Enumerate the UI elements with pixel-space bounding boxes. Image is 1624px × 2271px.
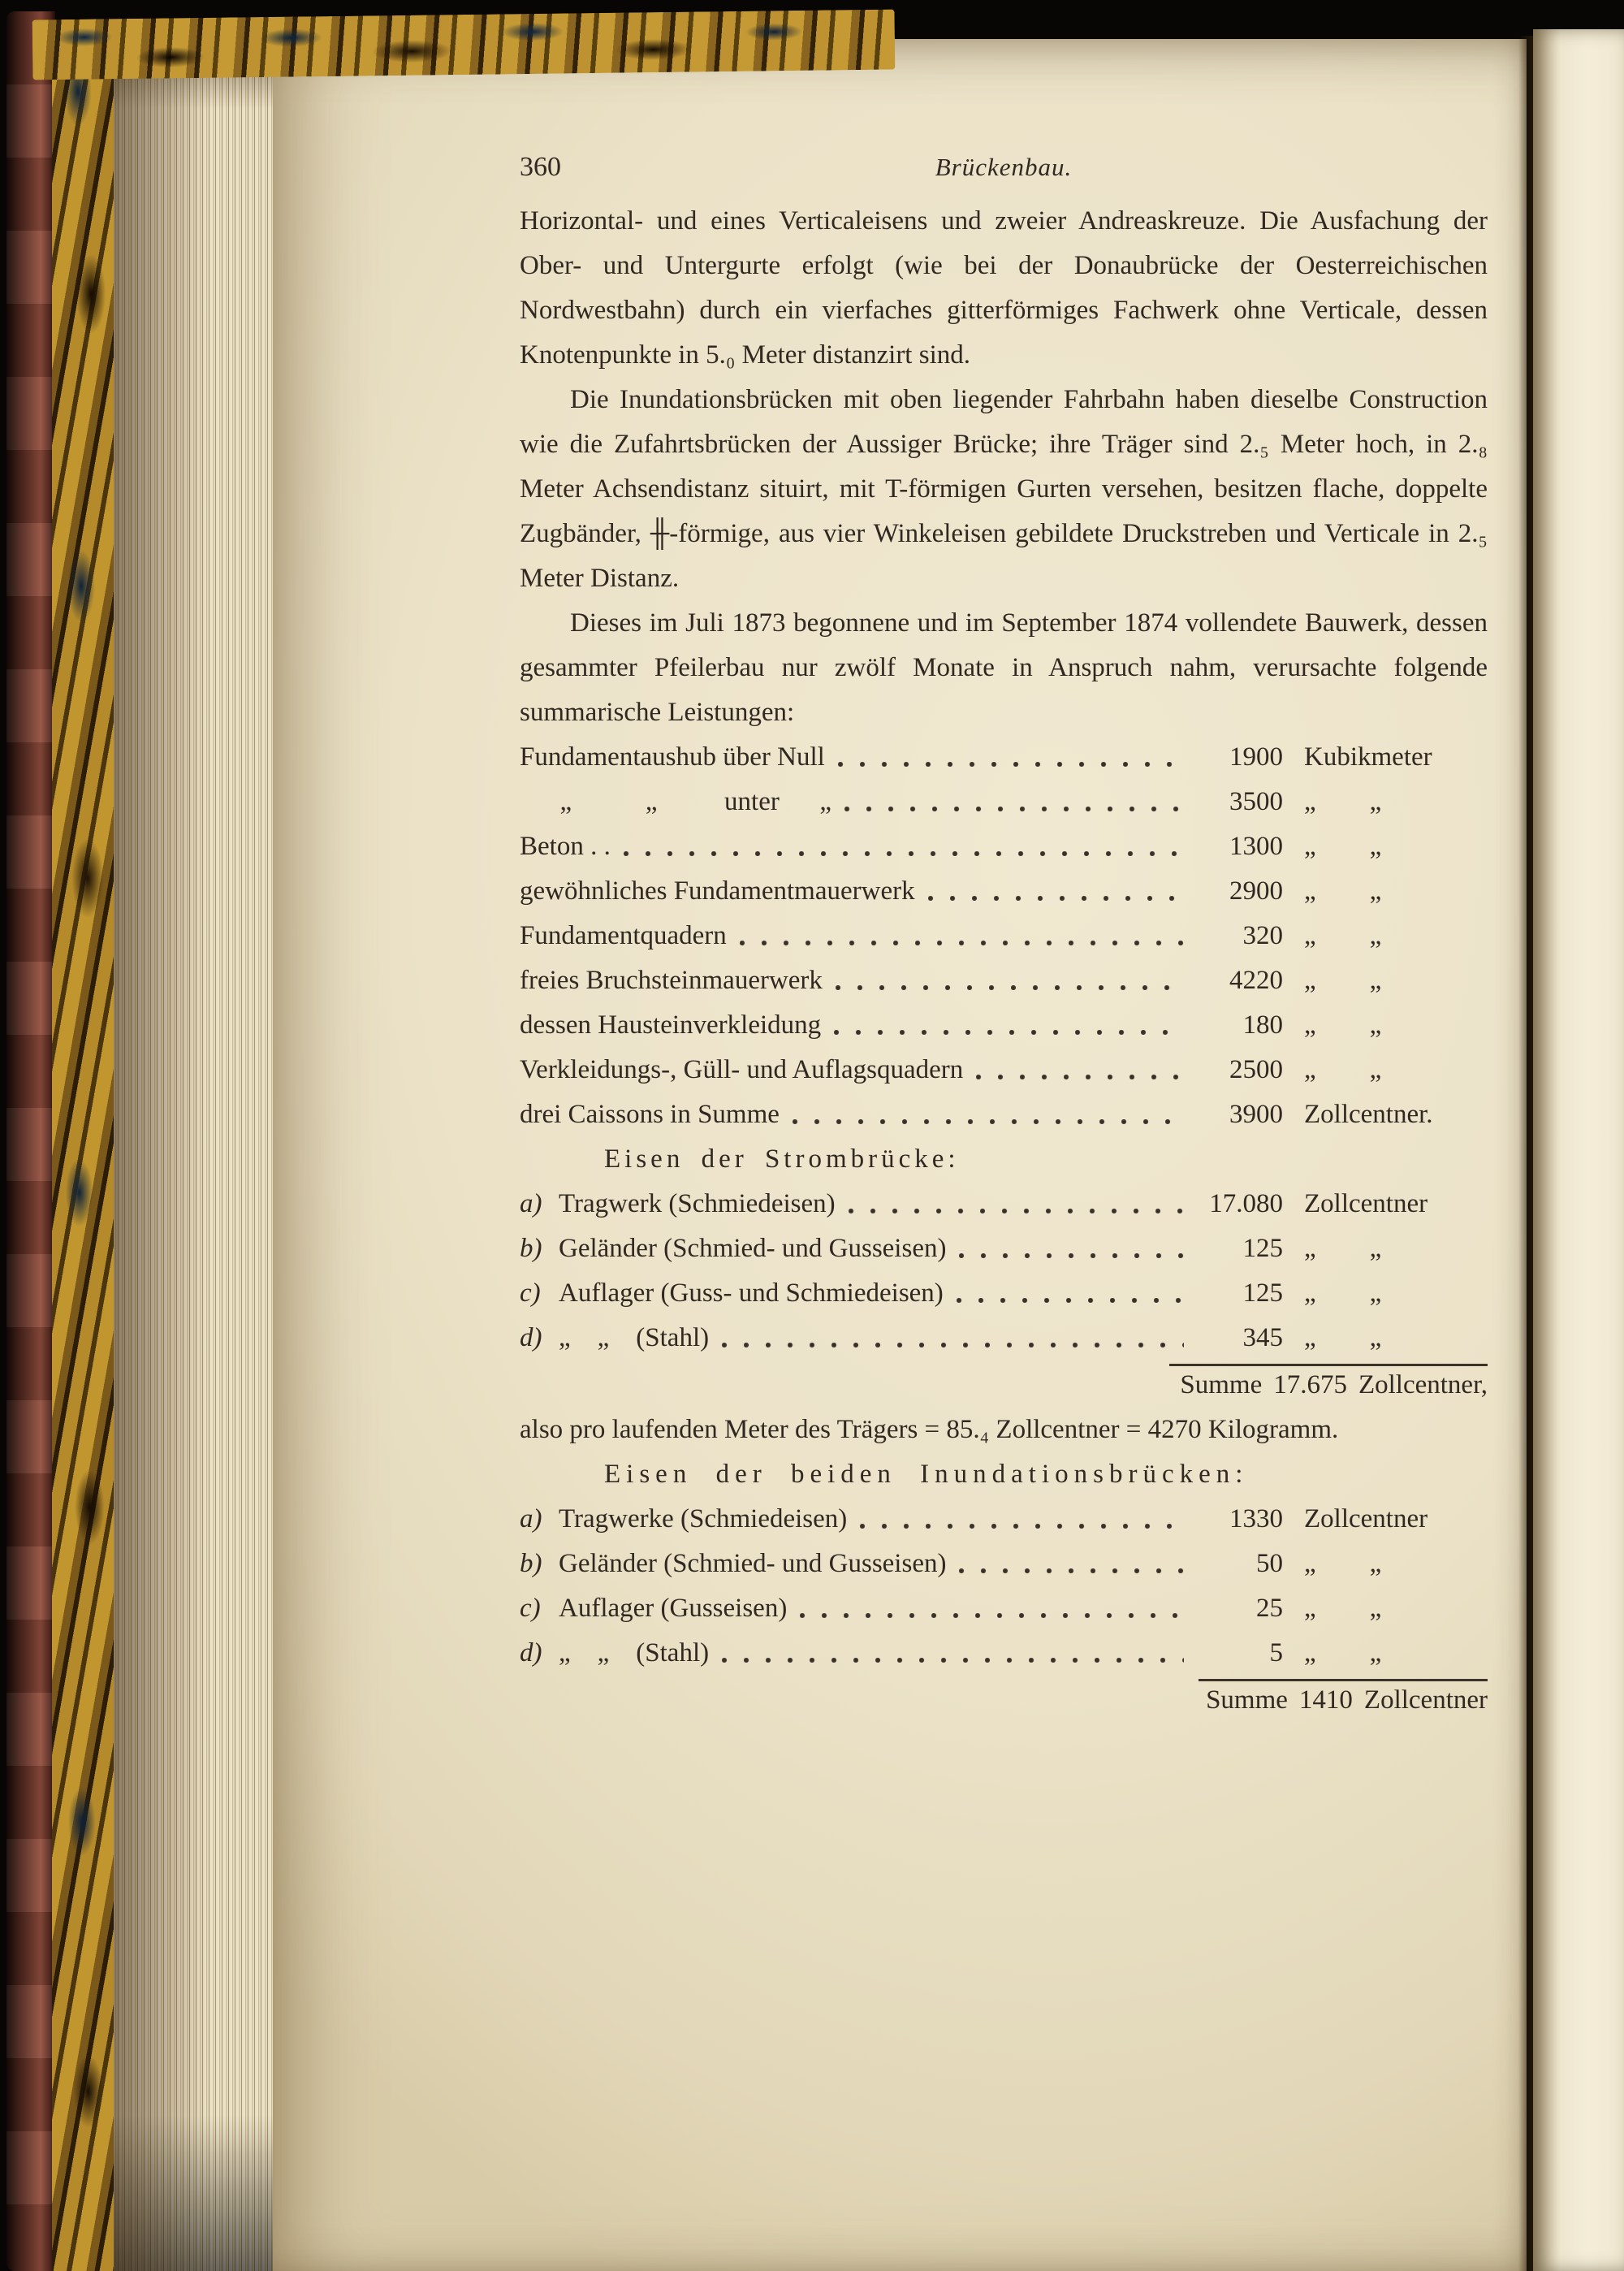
row-unit: Kubikmeter xyxy=(1304,742,1432,772)
row-label: Auflager (Gusseisen) xyxy=(559,1594,788,1623)
dot-leader xyxy=(949,1542,1184,1586)
row-letter: a) xyxy=(520,1504,542,1533)
row-unit: „ „ xyxy=(1304,1549,1382,1578)
marbled-fore-edge xyxy=(52,24,117,2271)
row-unit: „ „ xyxy=(1304,876,1382,906)
row-value: 125 xyxy=(1242,1278,1283,1308)
dot-leader xyxy=(790,1586,1184,1631)
dot-leader xyxy=(826,958,1184,1003)
body-paragraph-3: Dieses im Juli 1873 begonnene und im September 1874 vollendete Bauwerk, dessen gesammter Pfeilerbau nur zwölf Monate in Anspruch nahm, verursachte folgende summarische Leistungen: xyxy=(520,608,1488,727)
row-label: Tragwerk (Schmiedeisen) xyxy=(559,1189,836,1218)
row-letter: c) xyxy=(520,1278,541,1308)
dot-leader xyxy=(730,914,1184,958)
iron-row xyxy=(520,1586,1488,1631)
quantity-row xyxy=(520,824,1488,869)
dot-leader xyxy=(614,824,1184,869)
row-letter: d) xyxy=(520,1323,542,1352)
marbled-top-edge xyxy=(32,10,896,80)
row-unit: „ „ xyxy=(1304,1638,1382,1668)
iron-row xyxy=(520,1271,1488,1316)
row-label: dessen Hausteinverkleidung xyxy=(520,1010,822,1040)
row-value: 180 xyxy=(1242,1010,1283,1040)
row-unit: „ „ xyxy=(1304,1594,1382,1623)
sum-label: Summe xyxy=(1206,1685,1288,1715)
dot-leader xyxy=(712,1316,1184,1360)
row-label: Fundamentquadern xyxy=(520,921,727,950)
dot-leader xyxy=(949,1226,1184,1271)
row-unit: Zollcentner. xyxy=(1304,1100,1433,1129)
row-unit: „ „ xyxy=(1304,1234,1382,1263)
gutter-shadow xyxy=(1518,36,1535,2271)
per-meter-note: also pro laufenden Meter des Trägers = 85.₄ Zollcentner = 4270 Kilogramm. xyxy=(520,1415,1339,1444)
sum-unit: Zollcentner, xyxy=(1358,1370,1488,1399)
dot-leader xyxy=(850,1497,1184,1542)
row-value: 125 xyxy=(1242,1234,1283,1263)
row-value: 2900 xyxy=(1229,876,1283,906)
row-label: „ „ (Stahl) xyxy=(559,1323,710,1352)
row-value: 1300 xyxy=(1229,832,1283,861)
row-label: gewöhnliches Fundamentmauerwerk xyxy=(520,876,915,906)
quantity-row xyxy=(520,1092,1488,1137)
row-unit: Zollcentner xyxy=(1304,1504,1428,1533)
row-value: 4220 xyxy=(1229,966,1283,995)
row-label: Beton . . xyxy=(520,832,611,861)
row-value: 345 xyxy=(1242,1323,1283,1352)
row-value: 320 xyxy=(1242,921,1283,950)
iron-row xyxy=(520,1631,1488,1676)
dot-leader xyxy=(824,1003,1184,1048)
sum-label: Summe xyxy=(1180,1370,1263,1399)
quantity-row xyxy=(520,869,1488,914)
sum-unit: Zollcentner xyxy=(1363,1685,1488,1715)
row-unit: „ „ xyxy=(1304,832,1382,861)
dot-leader xyxy=(783,1092,1184,1137)
iron-row xyxy=(520,1497,1488,1542)
page-text xyxy=(520,145,1488,1723)
row-value: 17.080 xyxy=(1209,1189,1283,1218)
body-paragraph-2: Die Inundationsbrücken mit oben liegender Fahrbahn haben dieselbe Construction wie die Zufahrtsbrücken der Aussiger Brücke; ihre Träger sind 2.₅ Meter hoch, in 2.₈ Meter Achsendistanz situirt, mit T-förmigen Gurten versehen, besitzen flache, doppelte Zugbänder, ╫-förmige, aus vier Winkeleisen gebildete Druckstreben und Verticale in 2.₅ Meter Distanz. xyxy=(520,385,1488,593)
sum-value: 17.675 xyxy=(1273,1370,1347,1399)
row-label: drei Caissons in Summe xyxy=(520,1100,780,1129)
row-label: „ „ (Stahl) xyxy=(559,1638,710,1668)
fanned-page-edges xyxy=(114,42,273,2271)
row-value: 5 xyxy=(1269,1638,1283,1668)
row-label: „ „ unter „ xyxy=(520,787,831,816)
row-unit: „ „ xyxy=(1304,966,1382,995)
row-unit: „ „ xyxy=(1304,1323,1382,1352)
row-unit: „ „ xyxy=(1304,1278,1382,1308)
row-unit: „ „ xyxy=(1304,1055,1382,1084)
row-unit: „ „ xyxy=(1304,787,1382,816)
quantity-row xyxy=(520,914,1488,958)
strombruecke-list xyxy=(520,1182,1488,1360)
row-value: 3500 xyxy=(1229,787,1283,816)
row-label: Tragwerke (Schmiedeisen) xyxy=(559,1504,848,1533)
section-heading-strombruecke: Eisen der Strombrücke: xyxy=(604,1144,960,1174)
page-header xyxy=(520,145,1488,189)
section-heading-inundationsbruecken: Eisen der beiden Inundationsbrücken: xyxy=(604,1460,1249,1489)
quantities-list xyxy=(520,735,1488,1137)
row-value: 3900 xyxy=(1229,1100,1283,1129)
dot-leader xyxy=(947,1271,1184,1316)
sum-line-inundationsbruecken xyxy=(520,1678,1488,1723)
dot-leader xyxy=(835,780,1184,824)
dot-leader xyxy=(839,1182,1184,1226)
running-header: Brückenbau. xyxy=(935,153,1073,181)
dot-leader xyxy=(918,869,1184,914)
sum-line-strombruecke xyxy=(520,1363,1488,1408)
row-label: Fundamentaushub über Null xyxy=(520,742,825,772)
row-value: 1900 xyxy=(1229,742,1283,772)
row-label: freies Bruchsteinmauerwerk xyxy=(520,966,823,995)
iron-row xyxy=(520,1542,1488,1586)
body-paragraph-1: Horizontal- und eines Verticaleisens und zweier Andreaskreuze. Die Ausfachung der Ober- und Untergurte erfolgt (wie bei der Donaubrücke der Oesterreichischen Nordwestbahn) durch ein vierfaches gitterförmiges Fachwerk ohne Verticale, dessen Knotenpunkte in 5.₀ Meter distanzirt sind. xyxy=(520,206,1488,370)
row-unit: Zollcentner xyxy=(1304,1189,1428,1218)
book-spine xyxy=(6,11,55,2271)
sum-value: 1410 xyxy=(1298,1685,1353,1715)
iron-row xyxy=(520,1182,1488,1226)
quantity-row xyxy=(520,1003,1488,1048)
iron-row xyxy=(520,1226,1488,1271)
facing-page-edge xyxy=(1533,29,1624,2271)
row-value: 25 xyxy=(1256,1594,1283,1623)
inundationsbruecken-list xyxy=(520,1497,1488,1676)
row-unit: „ „ xyxy=(1304,1010,1382,1040)
row-label: Geländer (Schmied- und Gusseisen) xyxy=(559,1549,947,1578)
quantity-row xyxy=(520,958,1488,1003)
dot-leader xyxy=(966,1048,1184,1092)
quantity-row xyxy=(520,735,1488,780)
dot-leader xyxy=(712,1631,1184,1676)
iron-row xyxy=(520,1316,1488,1360)
row-letter: d) xyxy=(520,1638,542,1668)
row-unit: „ „ xyxy=(1304,921,1382,950)
row-letter: c) xyxy=(520,1594,541,1623)
row-letter: b) xyxy=(520,1234,542,1263)
row-label: Verkleidungs-, Güll- und Auflagsquadern xyxy=(520,1055,964,1084)
dot-leader xyxy=(828,735,1184,780)
row-label: Auflager (Guss- und Schmiedeisen) xyxy=(559,1278,944,1308)
row-value: 50 xyxy=(1256,1549,1283,1578)
row-label: Geländer (Schmied- und Gusseisen) xyxy=(559,1234,947,1263)
row-value: 1330 xyxy=(1229,1504,1283,1533)
quantity-row xyxy=(520,780,1488,824)
page-number: 360 xyxy=(520,152,561,182)
row-letter: a) xyxy=(520,1189,542,1218)
quantity-row xyxy=(520,1048,1488,1092)
row-letter: b) xyxy=(520,1549,542,1578)
row-value: 2500 xyxy=(1229,1055,1283,1084)
